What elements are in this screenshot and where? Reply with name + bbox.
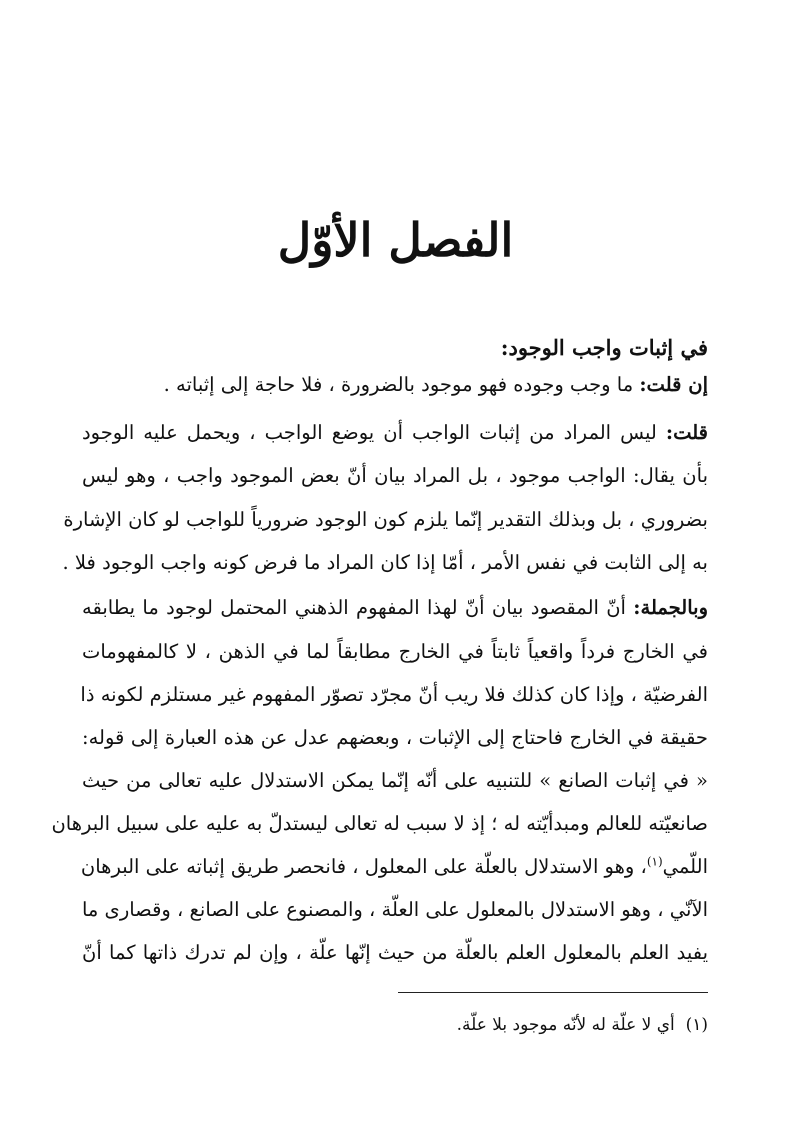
paragraph-3-line-7 <box>82 852 708 882</box>
section-heading: في إثبات واجب الوجود: <box>500 335 708 360</box>
paragraph-3-line-3: الفرضيّة ، وإذا كان كذلك فلا ريب أنّ مجرّد تصوّر المفهوم غير مستلزم لكونه ذا <box>80 683 708 706</box>
footnote-marker: (١) <box>646 854 663 869</box>
paragraph-3-line-5: « في إثبات الصانع » للتنبيه على أنّه إنّما يمكن الاستدلال عليه تعالى من حيث <box>82 769 708 792</box>
footnote <box>457 1012 708 1038</box>
paragraph-3-line-1 <box>82 593 708 623</box>
footnote-divider <box>398 992 708 993</box>
paragraph-2-lead: قلت: <box>665 421 708 444</box>
paragraph-2-line-3: بضروري ، بل وبذلك التقدير إنّما يلزم كون الوجود ضرورياً للواجب لو كان الإشارة <box>63 508 708 531</box>
paragraph-1-lead: إن قلت: <box>639 373 708 396</box>
paragraph-3-text-7b: ، وهو الاستدلال بالعلّة على المعلول ، فانحصر طريق إثباته على البرهان <box>80 855 647 878</box>
paragraph-1-line-1 <box>82 370 708 400</box>
paragraph-3-line-6: صانعيّته للعالم ومبدأيّته له ؛ إذ لا سبب له تعالى ليستدلّ به عليه على سبيل البرهان <box>51 812 708 835</box>
paragraph-3-text-7a: اللّمي <box>662 855 708 878</box>
paragraph-3-text-1: أنّ المقصود بيان أنّ لهذا المفهوم الذهني المحتمل لوجود ما يطابقه <box>82 596 634 619</box>
paragraph-3-line-9: يفيد العلم بالمعلول العلم بالعلّة من حيث إنّها علّة ، وإن لم تدرك ذاتها كما أنّ <box>82 941 708 964</box>
paragraph-3-line-8: الآنّي ، وهو الاستدلال بالمعلول على العلّة ، والمصنوع على الصانع ، وقصارى ما <box>81 898 708 921</box>
paragraph-3-line-4: حقيقة في الخارج فاحتاج إلى الإثبات ، وبعضهم عدل عن هذه العبارة إلى قوله: <box>82 726 708 749</box>
paragraph-3-lead: وبالجملة: <box>633 596 708 619</box>
footnote-number: (١) <box>685 1015 708 1035</box>
paragraph-3-line-2: في الخارج فرداً واقعياً ثابتاً في الخارج مطابقاً لما في الذهن ، لا كالمفهومات <box>82 640 708 663</box>
footnote-text: أي لا علّة له لأنّه موجود بلا علّة. <box>456 1015 675 1035</box>
chapter-title: الفصل الأوّل <box>277 213 514 267</box>
paragraph-2-line-1 <box>82 418 708 448</box>
paragraph-2-line-4: به إلى الثابت في نفس الأمر ، أمّا إذا كان المراد ما فرض كونه واجب الوجود فلا . <box>62 551 708 574</box>
paragraph-2-line-2: بأن يقال: الواجب موجود ، بل المراد بيان أنّ بعض الموجود واجب ، وهو ليس <box>82 464 708 487</box>
paragraph-2-text-1: ليس المراد من إثبات الواجب أن يوضع الواجب ، ويحمل عليه الوجود <box>82 421 666 444</box>
paragraph-1-text: ما وجب وجوده فهو موجود بالضرورة ، فلا حاجة إلى إثباته . <box>163 373 640 396</box>
